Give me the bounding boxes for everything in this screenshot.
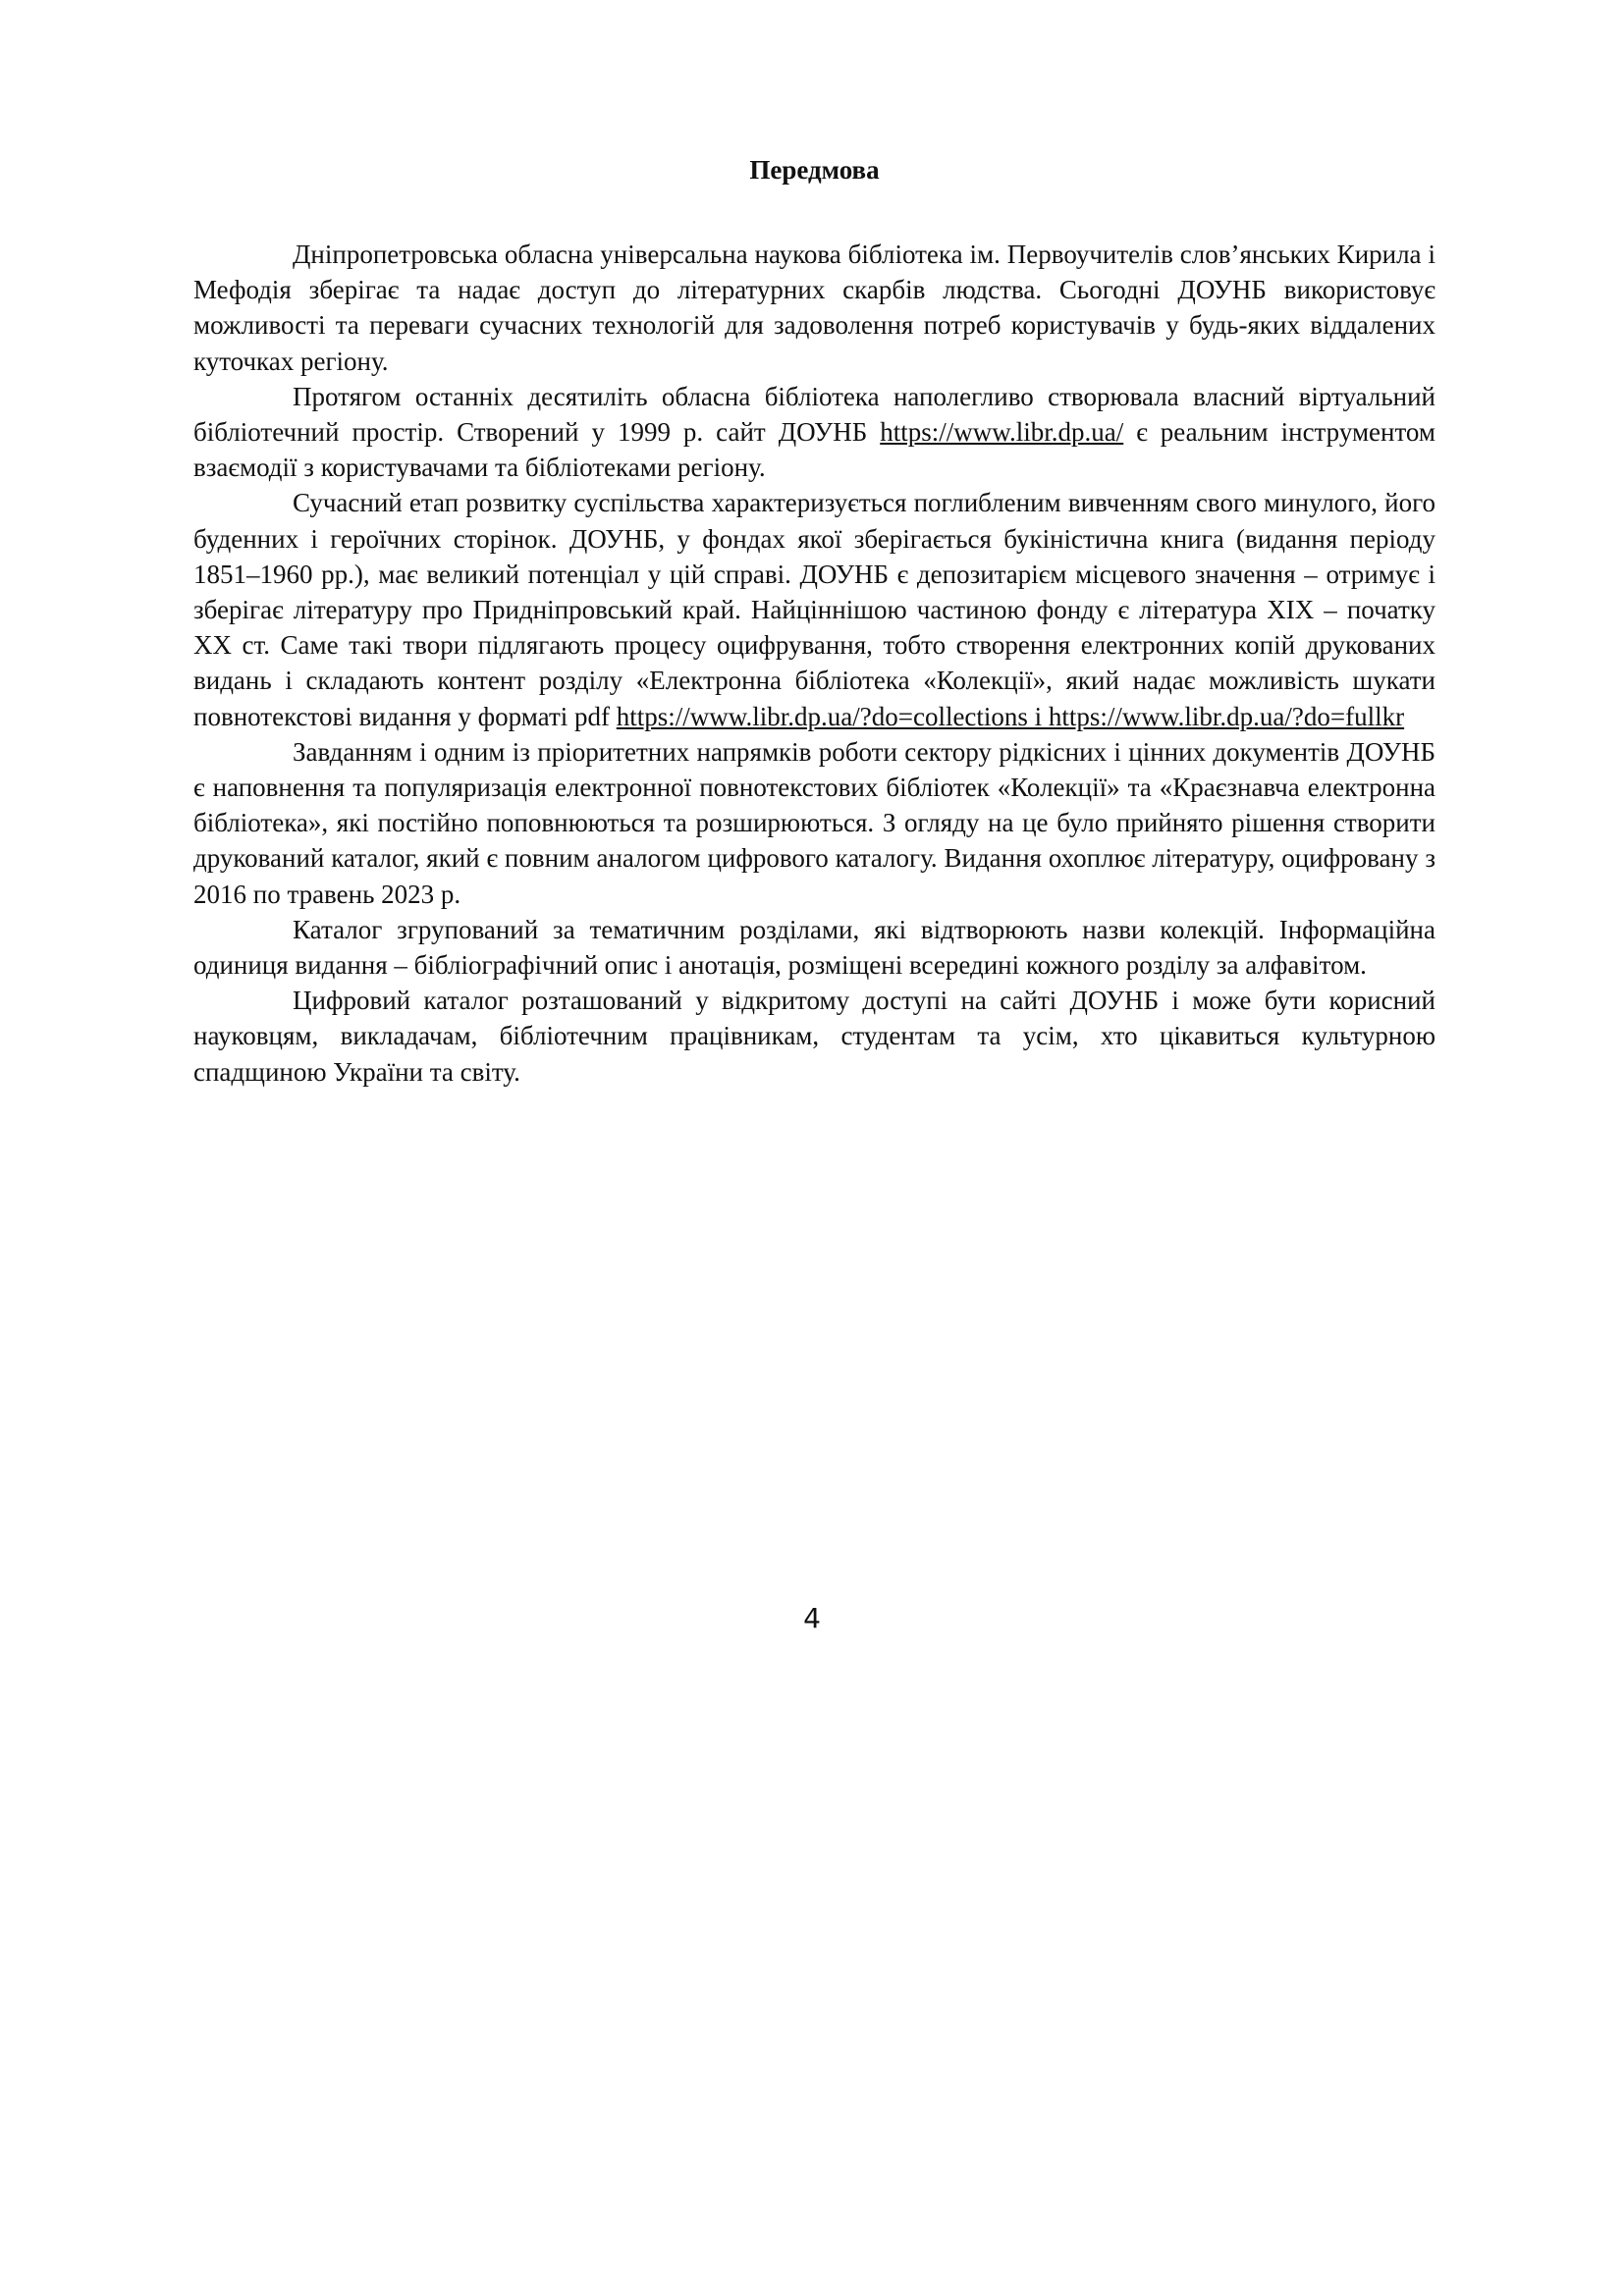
paragraph-text: Каталог згрупований за тематичним розділами, які відтворюють назви колекцій. Інформаційна одиниця видання – бібліографічний опис і анотація, розміщені всередині кожного розділу за алфавітом.: [193, 914, 1435, 981]
paragraph-text: є реальним інструментом взаємодії з користувачами та бібліотеками регіону.: [193, 417, 1435, 483]
site-link[interactable]: https://www.libr.dp.ua/: [880, 417, 1124, 448]
paragraph-intro: [193, 237, 1435, 379]
collections-link[interactable]: https://www.libr.dp.ua/?do=collections і https://www.libr.dp.ua/?do=fullkr: [616, 701, 1405, 731]
paragraph-tasks: [193, 734, 1435, 912]
page-title: Передмова: [749, 155, 880, 185]
paragraph-catalog-structure: [193, 912, 1435, 983]
document-body: [193, 237, 1435, 1090]
paragraph-text: Цифровий каталог розташований у відкритому доступі на сайті ДОУНБ і може бути корисний науковцям, викладачам, бібліотечним працівникам, студентам та усім, хто цікавиться культурною спадщиною України та світу.: [193, 986, 1435, 1087]
paragraph-catalog-access: [193, 983, 1435, 1090]
paragraph-text: Сучасний етап розвитку суспільства характеризується поглибленим вивченням свого минулого, його буденних і героїчних сторінок. ДОУНБ, у фондах якої зберігається букіністична книга (видання періоду 1851–1960 рр.), має великий потенціал у цій справі. ДОУНБ є депозитарієм місцевого значення – отримує і зберігає літературу про Придніпровський край. Найціннішою частиною фонду є література ХІХ – початку ХХ ст. Саме такі твори підлягають процесу оцифрування, тобто створення електронних копій друкованих видань і складають контент розділу «Електронна бібліотека «Колекції», який надає можливість шукати повнотекстові видання у форматі pdf: [193, 488, 1435, 731]
document-page: [193, 152, 1435, 1090]
paragraph-text: Протягом останніх десятиліть обласна бібліотека наполегливо створювала власний віртуальний бібліотечний простір. Створений у 1999 р. сайт ДОУНБ: [193, 381, 1435, 448]
paragraph-virtual-space: [193, 379, 1435, 486]
page-number: 4: [803, 1602, 821, 1634]
paragraph-collections: [193, 485, 1435, 733]
paragraph-text: Дніпропетровська обласна універсальна наукова бібліотека ім. Первоучителів слов’янських Кирила і Мефодія зберігає та надає доступ до літературних скарбів людства. Сьогодні ДОУНБ використовує можливості та переваги сучасних технологій для задоволення потреб користувачів у будь-яких віддалених куточках регіону.: [193, 240, 1435, 376]
paragraph-text: Завданням і одним із пріоритетних напрямків роботи сектору рідкісних і цінних документів ДОУНБ є наповнення та популяризація електронної повнотекстових бібліотек «Колекції» та «Краєзнавча електронна бібліотека», які постійно поповнюються та розширюються. З огляду на це було прийнято рішення створити друкований каталог, який є повним аналогом цифрового каталогу. Видання охоплює літературу, оцифровану з 2016 по травень 2023 р.: [193, 736, 1435, 909]
